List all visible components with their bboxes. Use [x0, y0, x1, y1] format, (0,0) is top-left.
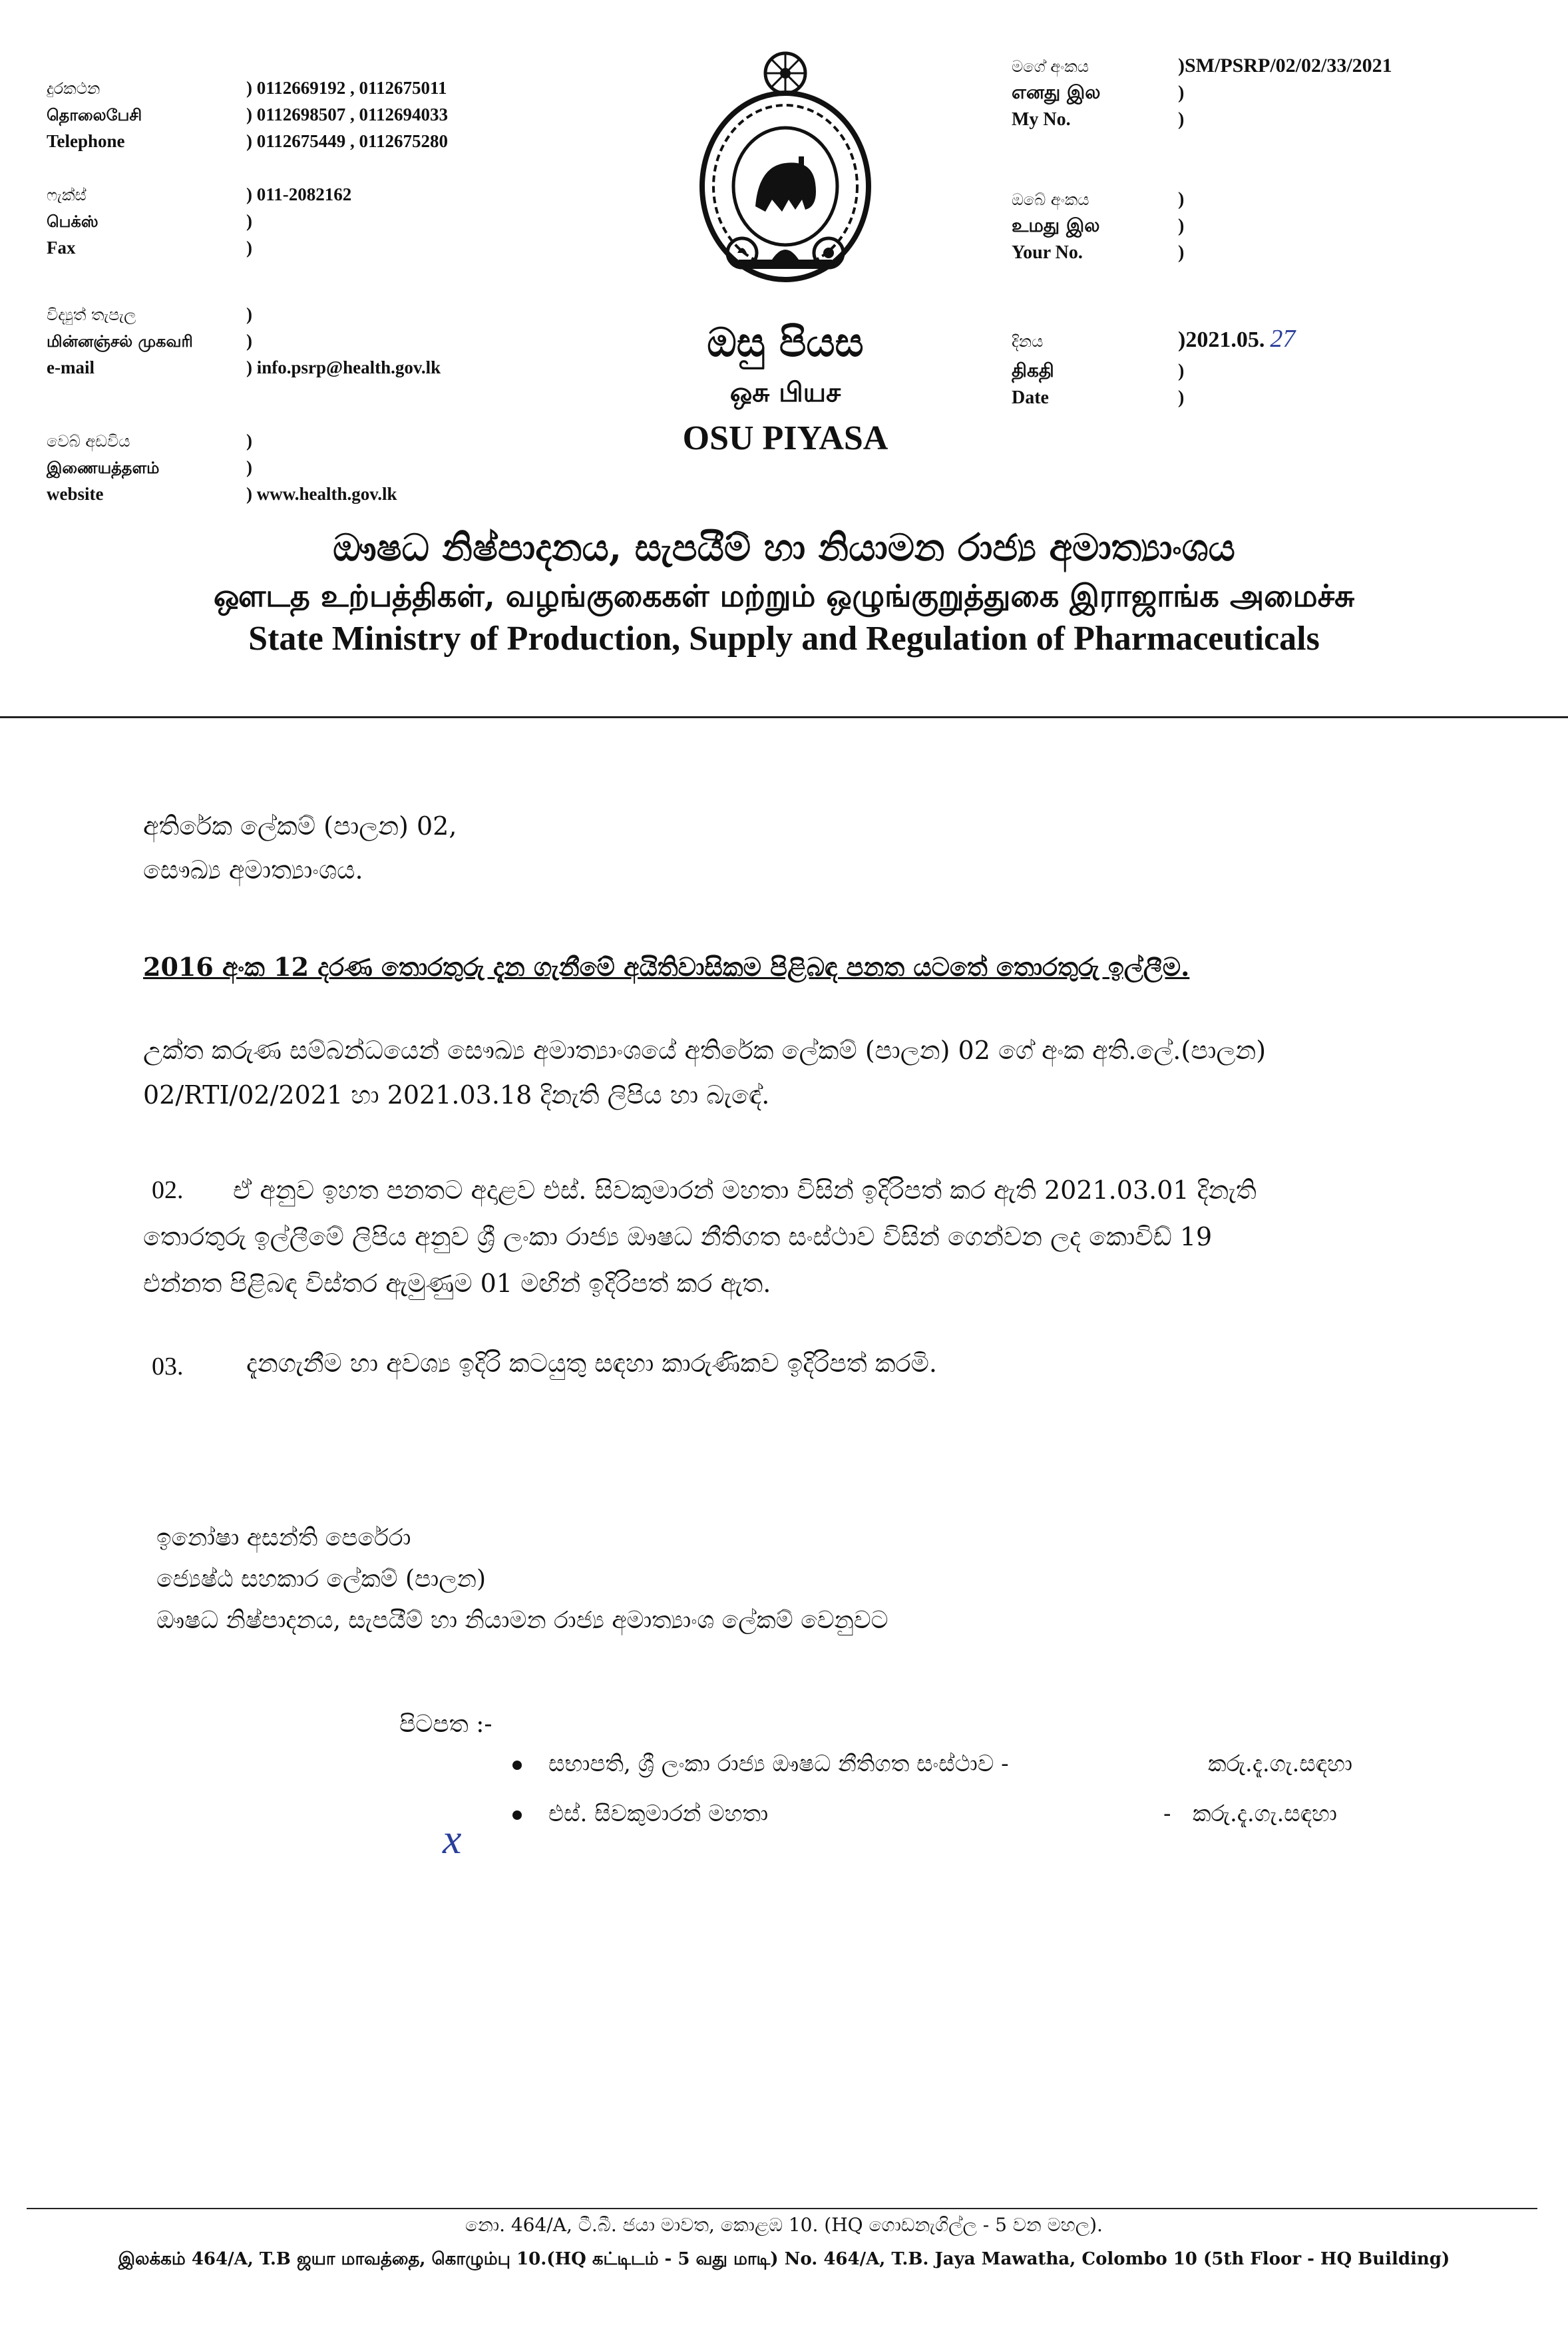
your-no-value-2: ): [1178, 216, 1185, 236]
telephone-label-en: Telephone: [47, 131, 125, 151]
your-no-label-si: ඔබේ අංකය: [1012, 190, 1089, 209]
bullet-icon: [512, 1810, 522, 1820]
email-label-ta: மின்னஞ்சல் முகவரி: [47, 331, 193, 351]
fax-value-1: ) 011-2082162: [246, 184, 352, 204]
telephone-row-1: [47, 75, 447, 102]
ministry-name-sinhala: ඖෂධ නිෂ්පාදනය, සැපයීම් හා නියාමන රාජ්‍ය අමාත්‍යාංශය: [333, 526, 1235, 570]
signatory-title: ජ්‍යෙෂ්ඨ සහකාර ලේකම් (පාලන): [156, 1566, 486, 1593]
my-no-value: )SM/PSRP/02/02/33/2021: [1178, 55, 1392, 77]
fax-value-2: ): [246, 211, 252, 231]
emblem-name-sinhala: ඔසු පියස: [707, 319, 864, 366]
my-no-row-2: [1012, 79, 1184, 107]
telephone-label-si: දුරකථන: [47, 79, 100, 98]
telephone-row-2: [47, 101, 448, 128]
footer-address-sinhala: නො. 464/A, ටී.බී. ජයා මාවත, කොළඹ 10. (HQ ගොඩනැගිල්ල - 5 වන මහල).: [465, 2214, 1103, 2236]
footer-divider: [27, 2208, 1537, 2209]
copy-recipient-2-name: එස්. සිවකුමාරන් මහතා: [548, 1801, 769, 1827]
paragraph-2-number: 02.: [152, 1176, 184, 1204]
website-label-ta: இணையத்தளம்: [47, 458, 160, 477]
fax-row-2: [47, 208, 252, 235]
website-label-en: website: [47, 484, 104, 504]
email-row-2: [47, 327, 252, 355]
fax-row-1: [47, 181, 351, 208]
copy-recipient-1: [512, 1744, 1009, 1784]
copy-recipient-2-action: - කරු.දැ.ගැ.සඳහා: [1163, 1801, 1337, 1827]
ministry-name-tamil: ஔடத உற்பத்திகள், வழங்குகைகள் மற்றும் ஒழுங்குறுத்துகை இராஜாங்க அமைச்சு: [213, 578, 1355, 614]
footer-address-tamil-english: இலக்கம் 464/A, T.B ஜயா மாவத்தை, கொழும்பு 10.(HQ கட்டிடம் - 5 வது மாடி) No. 464/A, T.B. Jaya Mawatha, Colombo 10 (5th Floor - HQ Building): [118, 2249, 1450, 2269]
bullet-icon: [512, 1761, 522, 1770]
date-row-3: [1012, 383, 1184, 412]
paragraph-1-line-1: උක්ත කරුණ සම්බන්ධයෙන් සෞඛ්‍ය අමාත්‍යාංශයේ අතිරේක ලේකම් (පාලන) 02 ගේ අංක අති.ලේ.(පාලන): [143, 1036, 1267, 1065]
email-row-3: [47, 354, 441, 381]
email-label-si: විද්‍යුත් තැපැල: [47, 306, 136, 324]
date-value: )2021.05.: [1178, 327, 1265, 352]
email-label-en: e-mail: [47, 357, 95, 377]
your-no-row-1: [1012, 185, 1184, 214]
emblem-icon: [686, 40, 885, 306]
date-value-2: ): [1178, 361, 1185, 381]
your-no-row-2: [1012, 212, 1184, 240]
email-row-1: [47, 301, 252, 328]
website-value-1: ): [246, 431, 252, 451]
header-divider: [0, 716, 1568, 718]
emblem-name-tamil: ஒசு பியச: [729, 377, 841, 408]
your-no-label-en: Your No.: [1012, 242, 1083, 263]
addressee-line-2: සෞඛ්‍ය අමාත්‍යාංශය.: [143, 855, 363, 885]
paragraph-3-line-1: දැනගැනීම හා අවශ්‍ය ඉදිරි කටයුතු සඳහා කාරුණිකව ඉදිරිපත් කරමි.: [246, 1349, 937, 1378]
date-label-ta: திகதி: [1012, 359, 1054, 381]
website-label-si: වෙබ් අඩවිය: [47, 432, 130, 451]
copy-recipient-1-name: සභාපති, ශ්‍රී ලංකා රාජ්‍ය ඖෂධ නීතිගත සංස්ථාව -: [548, 1751, 1009, 1777]
my-no-value-2: ): [1178, 83, 1185, 103]
signatory-name: ඉනෝෂා අසන්ති පෙරේරා: [156, 1524, 411, 1552]
ministry-name-english: State Ministry of Production, Supply and Regulation of Pharmaceuticals: [248, 620, 1320, 658]
my-no-row-3: [1012, 105, 1184, 134]
telephone-value-1: ) 0112669192 , 0112675011: [246, 78, 447, 98]
email-value-2: ): [246, 331, 252, 351]
handwritten-mark: x: [443, 1815, 462, 1862]
copies-label: පිටපත :-: [399, 1711, 492, 1738]
addressee-line-1: අතිරේක ලේකම් (පාලන) 02,: [143, 811, 457, 841]
paragraph-2-line-1: ඒ අනුව ඉහත පනතට අදාළව එස්. සිවකුමාරන් මහතා විසින් ඉදිරිපත් කර ඇති 2021.03.01 දිනැති: [233, 1175, 1257, 1205]
paragraph-1-line-2: 02/RTI/02/2021 හා 2021.03.18 දිනැති ලිපිය හා බැඳේ.: [143, 1080, 770, 1110]
fax-label-en: Fax: [47, 238, 76, 258]
emblem-name-english: OSU PIYASA: [682, 419, 888, 457]
website-value-3: ) www.health.gov.lk: [246, 484, 397, 504]
date-row-1: [1012, 325, 1295, 355]
your-no-value-1: ): [1178, 189, 1185, 210]
date-value-3: ): [1178, 387, 1185, 408]
date-label-en: Date: [1012, 387, 1049, 408]
my-no-label-ta: எனது இல: [1012, 81, 1101, 103]
date-row-2: [1012, 357, 1184, 385]
paragraph-2-line-3: එන්නත පිළිබඳ විස්තර ඇමුණුම 01 මඟින් ඉදිරිපත් කර ඇත.: [143, 1269, 771, 1298]
telephone-row-3: [47, 128, 448, 155]
fax-value-3: ): [246, 238, 252, 258]
paragraph-2-line-2: තොරතුරු ඉල්ලීමේ ලිපිය අනුව ශ්‍රී ලංකා රාජ්‍ය ඖෂධ නීතිගත සංස්ථාව විසින් ගෙන්වන ලද කොවිඩ් 19: [143, 1222, 1213, 1251]
telephone-label-ta: தொலைபேசி: [47, 105, 142, 124]
telephone-value-3: ) 0112675449 , 0112675280: [246, 131, 449, 151]
your-no-value-3: ): [1178, 242, 1185, 263]
email-value-1: ): [246, 304, 252, 324]
website-row-1: [47, 427, 252, 455]
date-handwritten-day: 27: [1270, 325, 1296, 353]
fax-label-ta: பெக்ஸ்: [47, 212, 98, 231]
my-no-label-si: මගේ අංකය: [1012, 57, 1089, 76]
my-no-label-en: My No.: [1012, 109, 1071, 130]
my-no-row-1: [1012, 52, 1392, 81]
signatory-on-behalf: ඖෂධ නිෂ්පාදනය, සැපයීම් හා නියාමන රාජ්‍ය අමාත්‍යාංශ ලේකම් වෙනුවට: [156, 1607, 888, 1634]
telephone-value-2: ) 0112698507 , 0112694033: [246, 105, 449, 124]
paragraph-3-number: 03.: [152, 1353, 184, 1380]
website-row-3: [47, 481, 397, 508]
fax-label-si: ෆැක්ස්: [47, 186, 87, 204]
email-value-3: ) info.psrp@health.gov.lk: [246, 357, 441, 377]
national-emblem: [686, 40, 885, 306]
copy-recipient-1-action: කරු.දැ.ගැ.සඳහා: [1208, 1751, 1353, 1777]
your-no-row-3: [1012, 238, 1184, 267]
copy-recipient-2: [512, 1794, 768, 1834]
date-label-si: දිනය: [1012, 332, 1044, 351]
your-no-label-ta: உமது இல: [1012, 214, 1100, 236]
my-no-value-3: ): [1178, 109, 1185, 130]
website-value-2: ): [246, 457, 252, 477]
website-row-2: [47, 454, 252, 481]
subject-line: 2016 අංක 12 දරණ තොරතුරු දැන ගැනීමේ අයිතිවාසිකම පිළිබඳ පනත යටතේ තොරතුරු ඉල්ලීම.: [143, 952, 1190, 982]
fax-row-3: [47, 234, 252, 262]
